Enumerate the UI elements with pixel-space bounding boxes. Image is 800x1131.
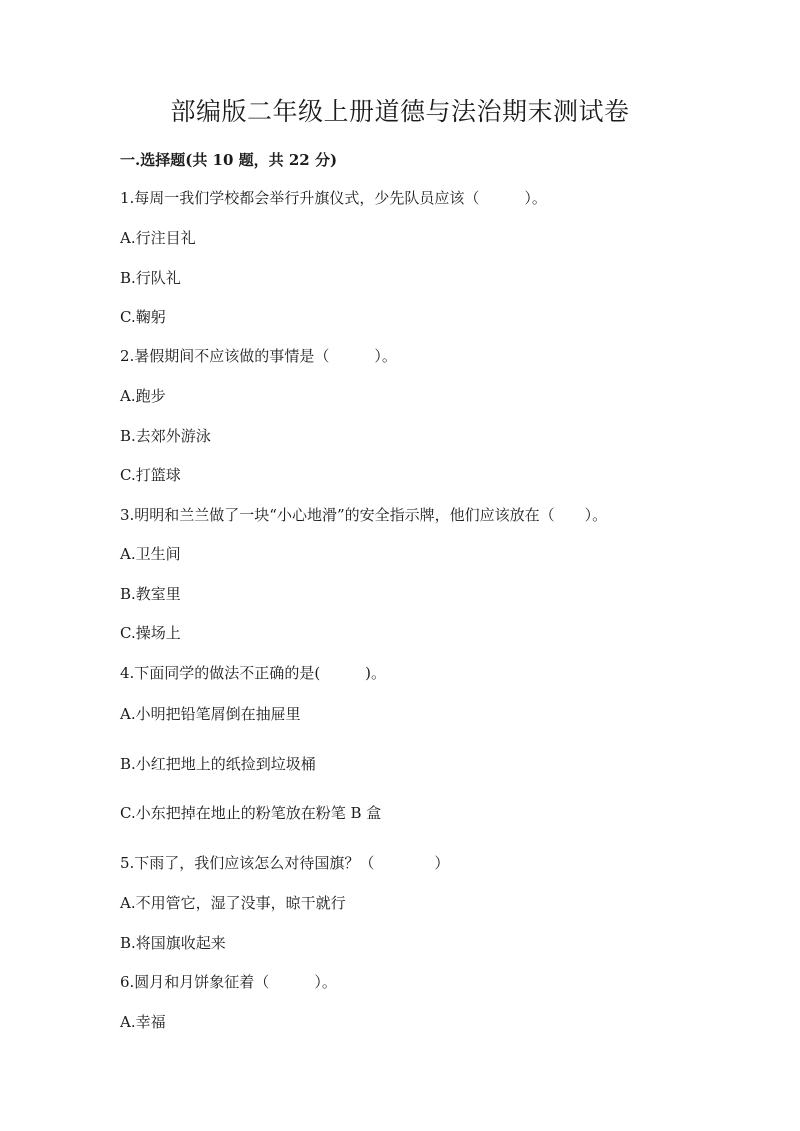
- question-3-option-b: B.教室里: [120, 585, 181, 603]
- section-heading: 一.选择题(共 10 题，共 22 分): [120, 151, 338, 169]
- question-4-stem: 4.下面同学的做法不正确的是( )。: [120, 664, 387, 682]
- question-6-stem: 6.圆月和月饼象征着（ ）。: [120, 973, 337, 991]
- question-3-option-a: A.卫生间: [120, 545, 181, 563]
- page-title: 部编版二年级上册道德与法治期末测试卷: [170, 97, 630, 126]
- question-5-stem: 5.下雨了，我们应该怎么对待国旗？（ ）: [120, 854, 450, 872]
- question-3-option-c: C.操场上: [120, 624, 181, 642]
- question-4-option-c: C.小东把掉在地止的粉笔放在粉笔 B 盒: [120, 804, 382, 822]
- question-2-option-a: A.跑步: [120, 387, 166, 405]
- question-2-option-b: B.去郊外游泳: [120, 427, 211, 445]
- question-5-option-b: B.将国旗收起来: [120, 934, 226, 952]
- question-3-stem: 3.明明和兰兰做了一块“小心地滑”的安全指示牌，他们应该放在（ ）。: [120, 506, 608, 524]
- question-1-stem: 1.每周一我们学校都会举行升旗仪式，少先队员应该（ ）。: [120, 189, 547, 207]
- question-4-option-a: A.小明把铅笔屑倒在抽屉里: [120, 705, 301, 723]
- question-1-option-a: A.行注目礼: [120, 229, 196, 247]
- question-1-option-c: C.鞠躬: [120, 308, 166, 326]
- question-1-option-b: B.行队礼: [120, 269, 181, 287]
- question-2-option-c: C.打篮球: [120, 466, 181, 484]
- question-5-option-a: A.不用管它，湿了没事，晾干就行: [120, 894, 346, 912]
- question-2-stem: 2.暑假期间不应该做的事情是（ ）。: [120, 347, 397, 365]
- question-4-option-b: B.小红把地上的纸捡到垃圾桶: [120, 755, 316, 773]
- question-6-option-a: A.幸福: [120, 1013, 166, 1031]
